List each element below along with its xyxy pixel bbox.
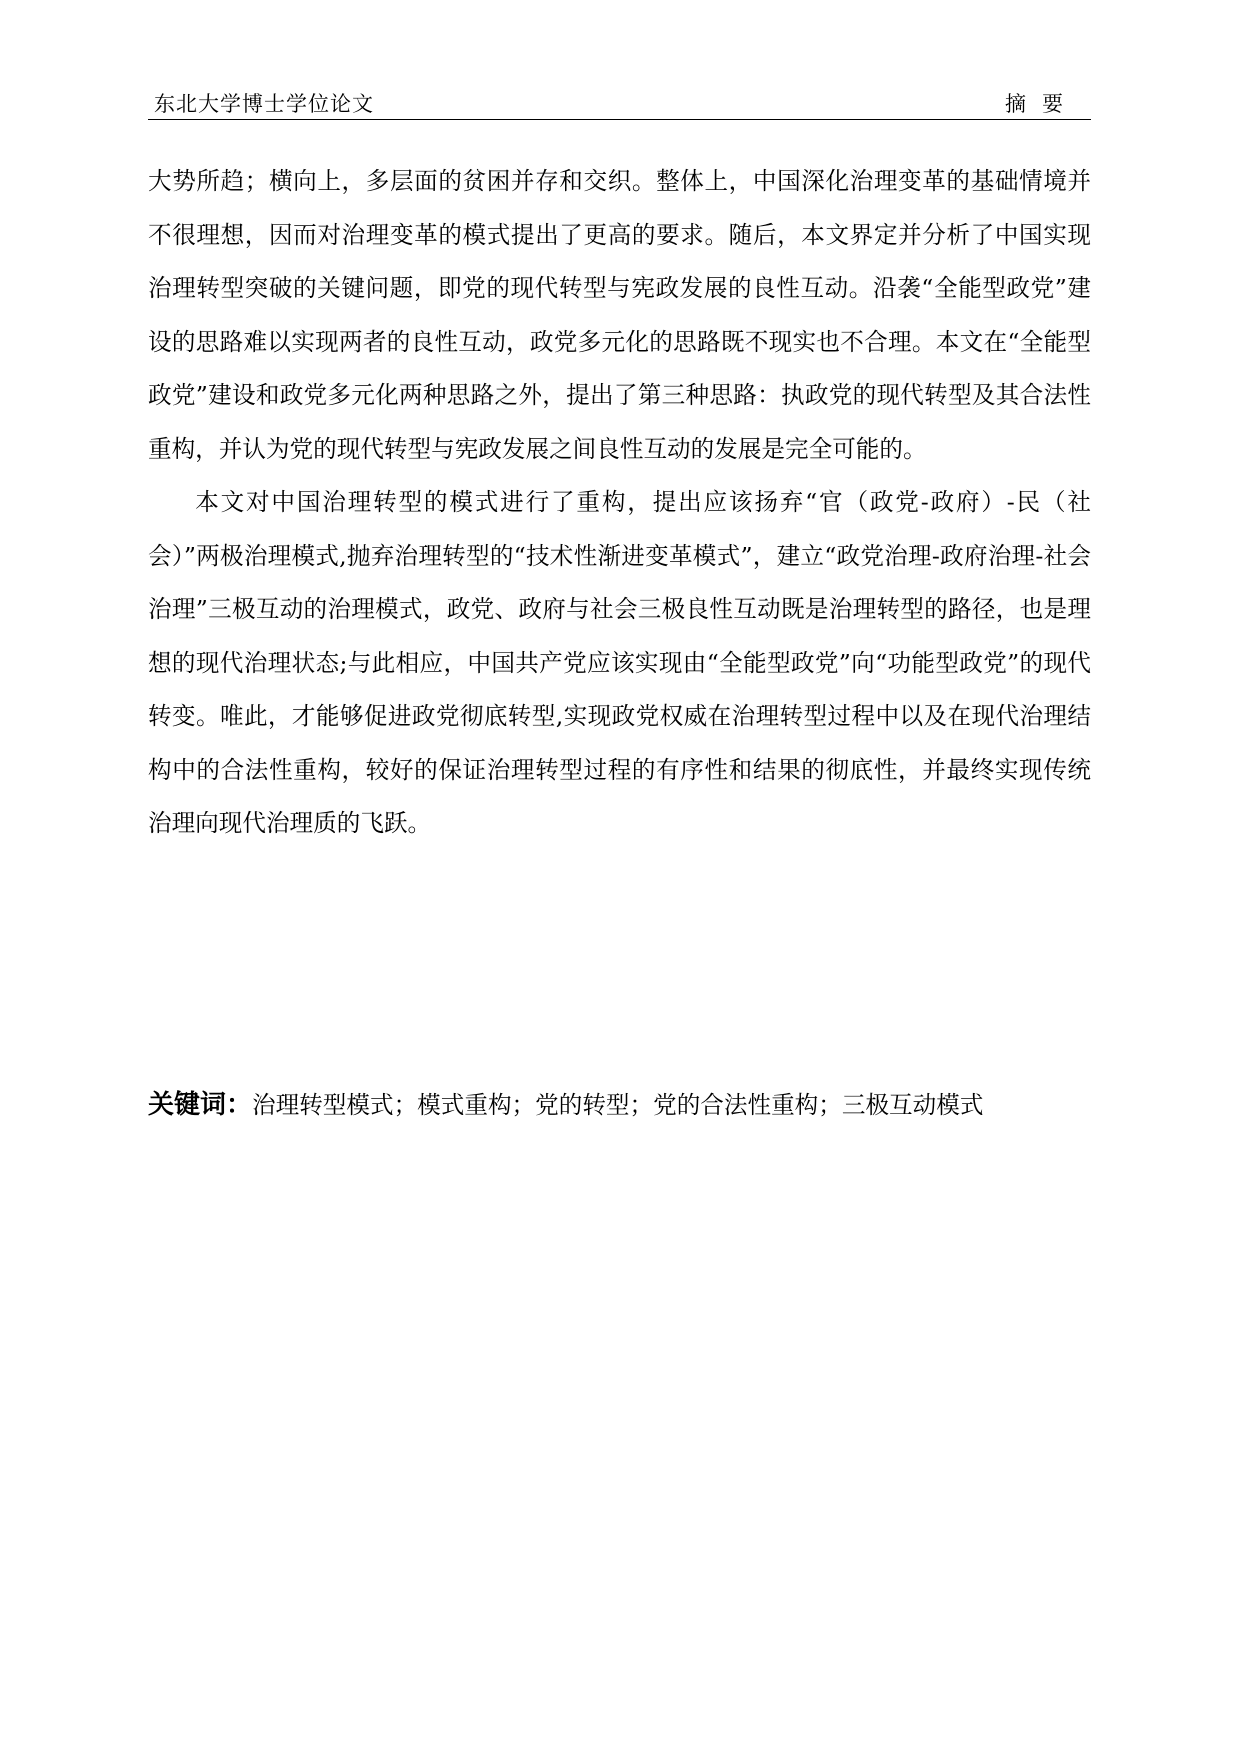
thesis-header-title: 东北大学博士学位论文 (154, 92, 374, 116)
abstract-paragraph-2: 本文对中国治理转型的模式进行了重构，提出应该扬弃“官（政党-政府）-民（社会）”两极治理模式,抛弃治理转型的“技术性渐进变革模式”，建立“政党治理-政府治理-社会治理”三极互动的治理模式，政党、政府与社会三极良性互动既是治理转型的路径，也是理想的现代治理状态;与此相应，中国共产党应该实现由“全能型政党”向“功能型政党”的现代转变。唯此，才能够促进政党彻底转型,实现政党权威在治理转型过程中以及在现代治理结构中的合法性重构，较好的保证治理转型过程的有序性和结果的彻底性，并最终实现传统治理向现代治理质的飞跃。 (148, 488, 1091, 837)
keywords-line (148, 1085, 1091, 1125)
keywords-label: 关键词： (148, 1090, 253, 1120)
page-header (148, 84, 1091, 120)
abstract-paragraph-1: 大势所趋；横向上，多层面的贫困并存和交织。整体上，中国深化治理变革的基础情境并不很理想，因而对治理变革的模式提出了更高的要求。随后，本文界定并分析了中国实现治理转型突破的关键问题，即党的现代转型与宪政发展的良性互动。沿袭“全能型政党”建设的思路难以实现两者的良性互动，政党多元化的思路既不现实也不合理。本文在“全能型政党”建设和政党多元化两种思路之外，提出了第三种思路：执政党的现代转型及其合法性重构，并认为党的现代转型与宪政发展之间良性互动的发展是完全可能的。 (148, 167, 1091, 463)
section-title: 摘要 (1005, 92, 1079, 116)
abstract-body (148, 155, 1091, 851)
header-divider (148, 119, 1091, 120)
keywords-text: 治理转型模式；模式重构；党的转型；党的合法性重构；三极互动模式 (252, 1091, 984, 1119)
